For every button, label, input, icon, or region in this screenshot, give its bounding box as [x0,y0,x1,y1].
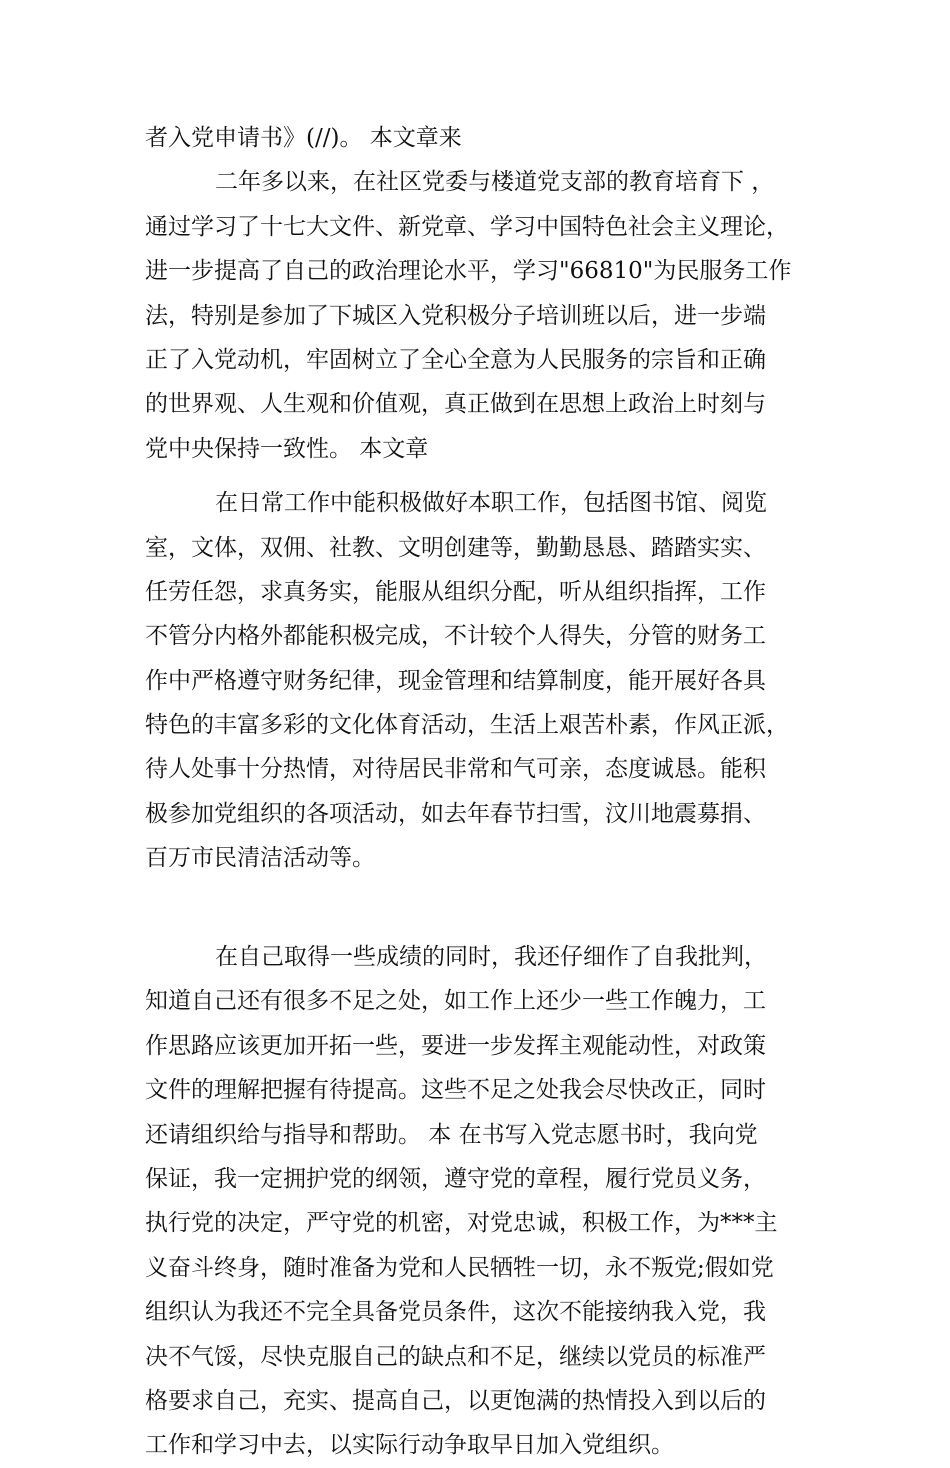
paragraph-gap [145,471,805,481]
text-line: 还请组织给与指导和帮助。 本 在书写入党志愿书时，我向党 [145,1121,758,1148]
text-line: 极参加党组织的各项活动，如去年春节扫雪，汶川地震募捐、 [145,800,766,827]
text-line [145,881,805,925]
paragraph-3 [145,481,805,925]
paragraph-1 [145,116,805,160]
text-line: 不管分内格外都能积极完成，不计较个人得失，分管的财务工 [145,623,766,650]
text-line: 室，文体，双佣、社教、文明创建等，勤勤恳恳、踏踏实实、 [145,534,766,561]
text-line: 任劳任怨，求真务实，能服从组织分配，听从组织指挥，工作 [145,578,766,605]
text-line: 通过学习了十七大文件、新党章、学习中国特色社会主义理论， [145,213,789,240]
text-line: 义奋斗终身，随时准备为党和人民牺牲一切，永不叛党;假如党 [145,1254,774,1281]
text-line: 正了入党动机，牢固树立了全心全意为人民服务的宗旨和正确 [145,346,766,373]
text-line: 文件的理解把握有待提高。这些不足之处我会尽快改正，同时 [145,1077,766,1104]
paragraph-gap [145,925,805,935]
text-line: 百万市民清洁活动等。 [145,845,375,872]
text-line: 工作和学习中去，以实际行动争取早日加入党组织。 [145,1432,674,1459]
text-line: 组织认为我还不完全具备党员条件，这次不能接纳我入党，我 [145,1299,766,1326]
text-line: 执行党的决定，严守党的机密，对党忠诚，积极工作，为***主 [145,1210,778,1237]
text-line: 特色的丰富多彩的文化体育活动，生活上艰苦朴素，作风正派， [145,712,789,739]
paragraph-4 [145,935,805,1468]
text-line: 作思路应该更加开拓一些，要进一步发挥主观能动性，对政策 [145,1032,766,1059]
text-line: 二年多以来，在社区党委与楼道党支部的教育培育下 ， [215,169,775,196]
text-line: 的世界观、人生观和价值观，真正做到在思想上政治上时刻与 [145,391,766,418]
text-line: 格要求自己，充实、提高自己，以更饱满的热情投入到以后的 [145,1387,766,1414]
text-line: 党中央保持一致性。 本文章 [145,435,429,462]
text-line: 决不气馁，尽快克服自己的缺点和不足，继续以党员的标准严 [145,1343,766,1370]
text-line: 保证，我一定拥护党的纲领，遵守党的章程，履行党员义务， [145,1165,766,1192]
text-line: 作中严格遵守财务纪律，现金管理和结算制度，能开展好各具 [145,667,766,694]
document-body [145,116,805,1468]
text-line: 进一步提高了自己的政治理论水平，学习"66810"为民服务工作 [145,258,792,285]
text-line: 法，特别是参加了下城区入党积极分子培训班以后，进一步端 [145,302,766,329]
text-line: 待人处事十分热情，对待居民非常和气可亲，态度诚恳。能积 [145,756,766,783]
text-line: 在日常工作中能积极做好本职工作，包括图书馆、阅览 [215,490,767,517]
paragraph-2 [145,160,805,471]
text-line: 知道自己还有很多不足之处，如工作上还少一些工作魄力，工 [145,988,766,1015]
text-line: 在自己取得一些成绩的同时，我还仔细作了自我批判， [215,944,767,971]
text-line: 者入党申请书》(//)。 本文章来 [145,125,462,151]
